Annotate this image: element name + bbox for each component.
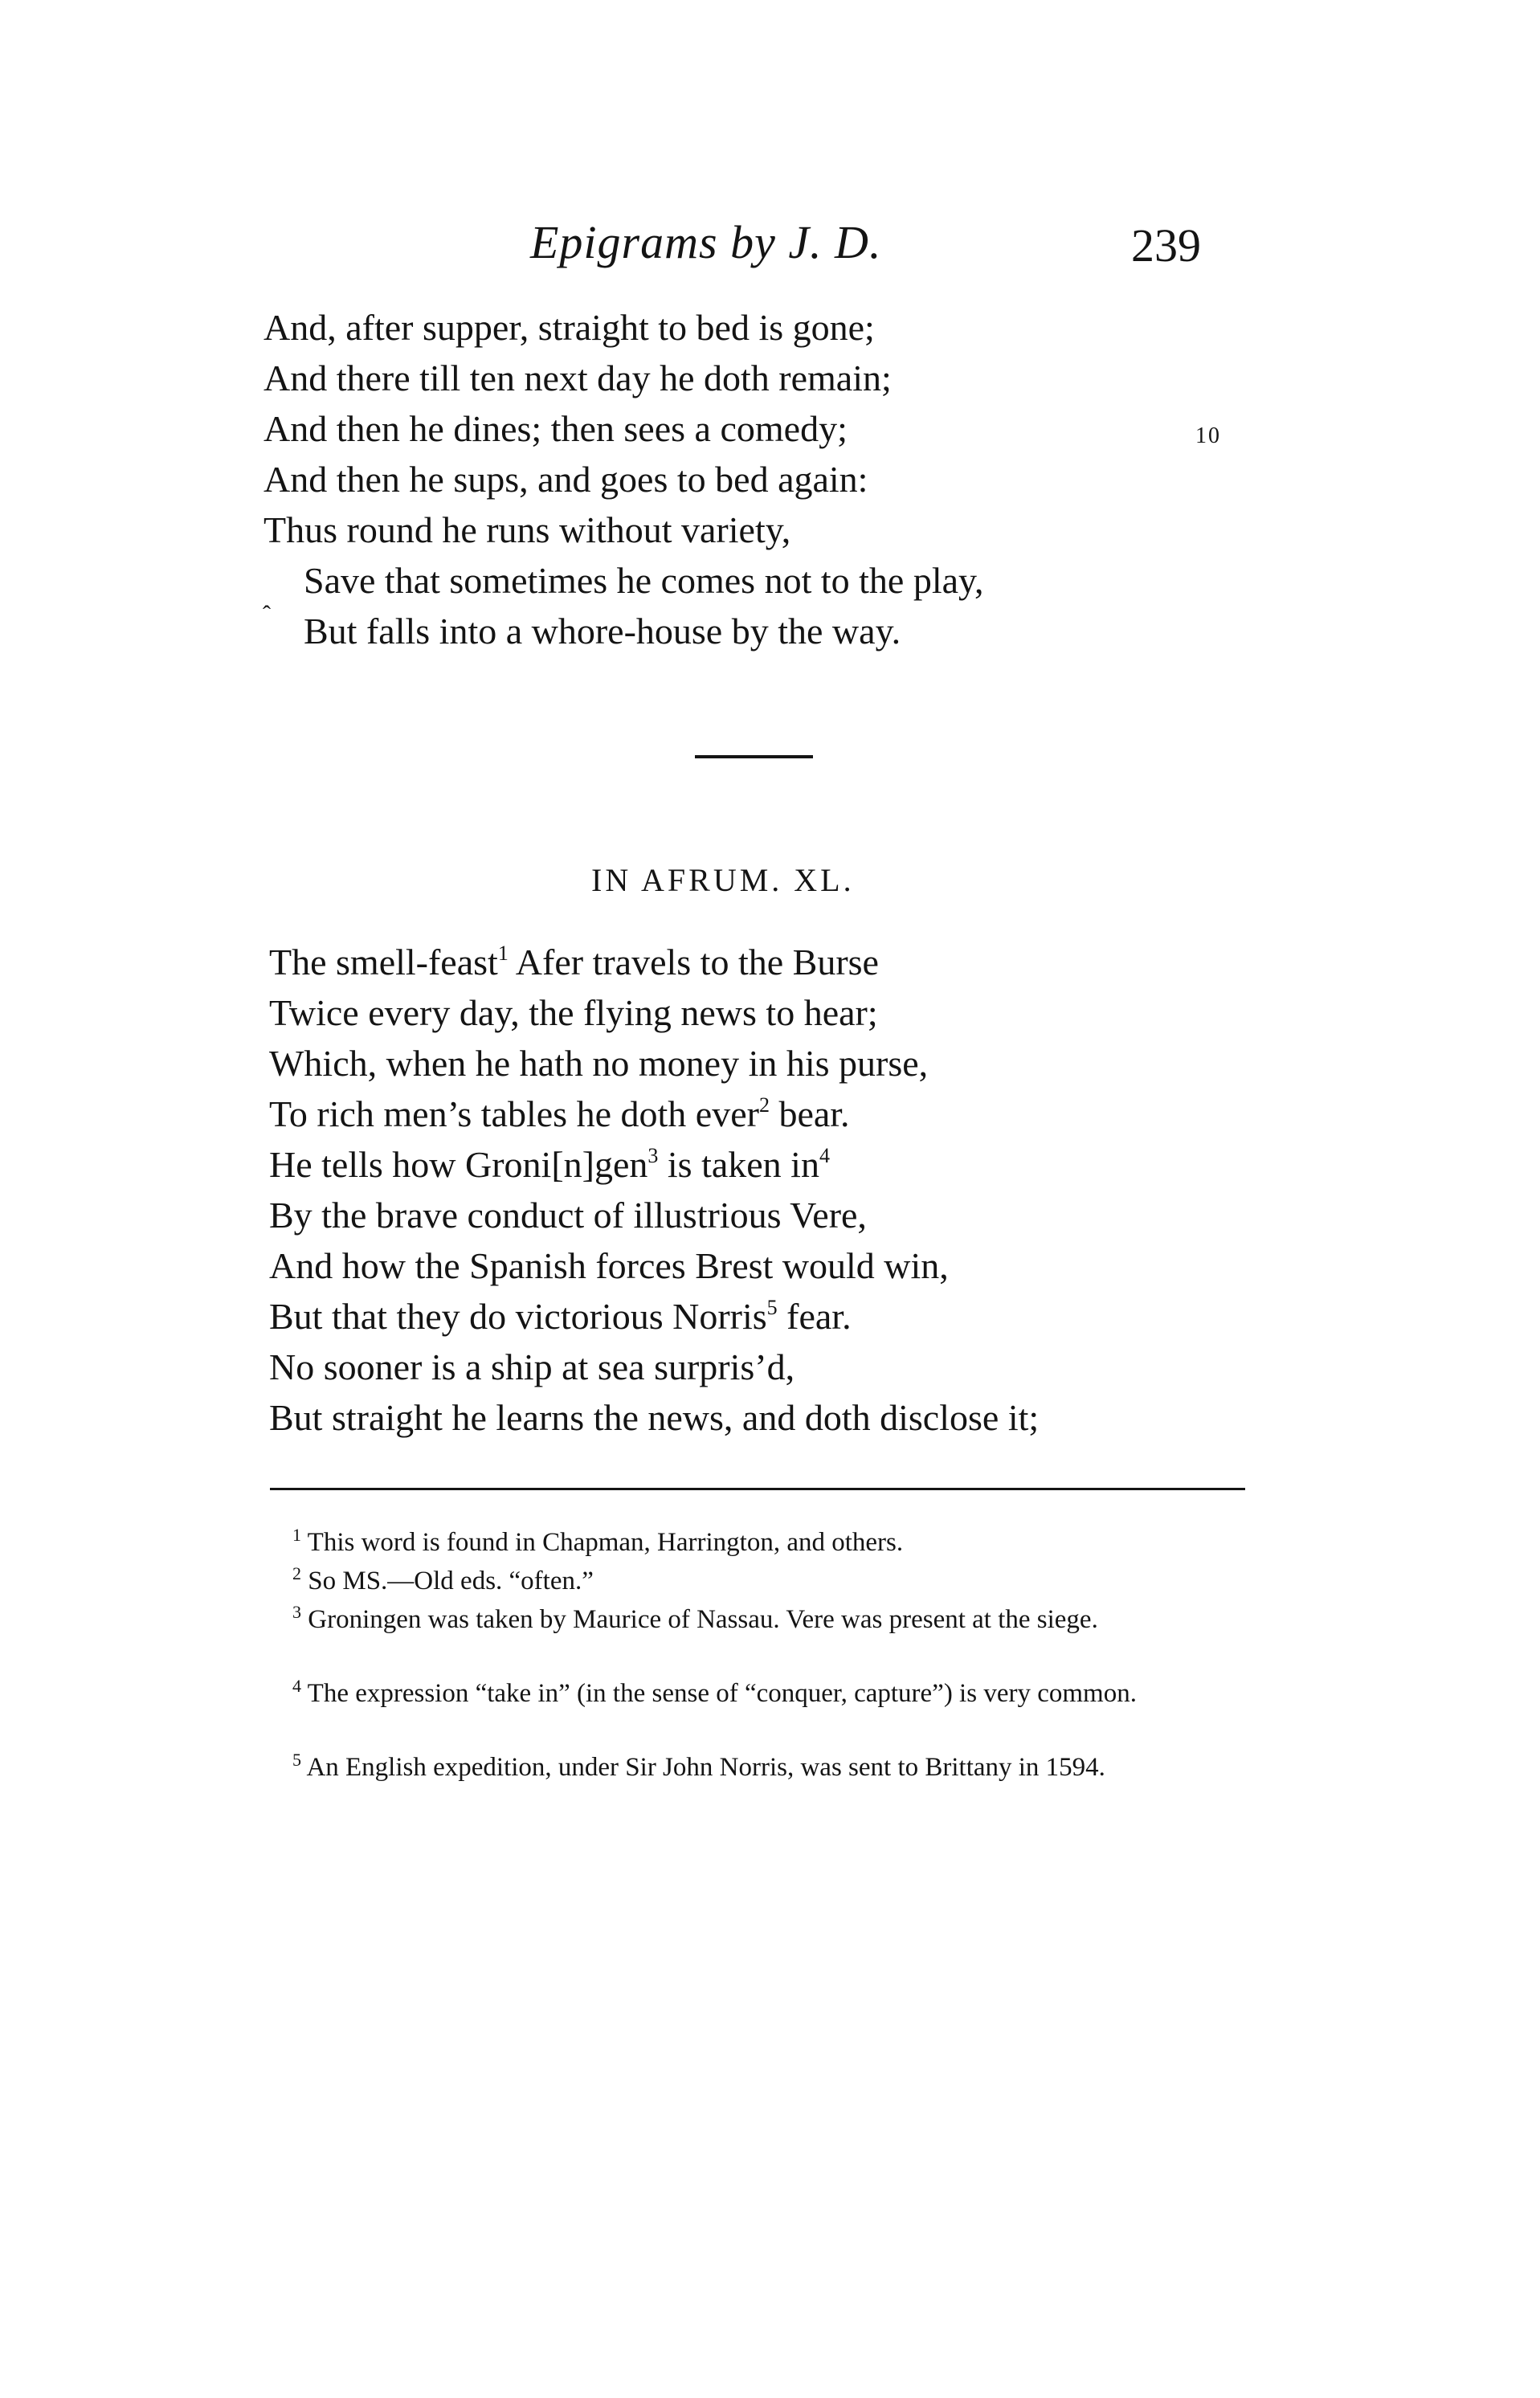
footnote: $^4$ The expression “take in” (in the sense of “conquer, capture”) is very common. <box>292 1676 1137 1708</box>
verse-line: Save that sometimes he comes not to the play, <box>304 560 984 601</box>
verse-line: And there till ten next day he doth remain; <box>263 357 892 398</box>
verse-line: No sooner is a ship at sea surpris’d, <box>269 1346 795 1387</box>
footnote-ref: 3 <box>647 1144 659 1167</box>
verse-line: But straight he learns the news, and doth disclose it; <box>269 1397 1040 1438</box>
verse-line: Thus round he runs without variety, <box>263 509 791 550</box>
verse-line: To rich men’s tables he doth ever$^2$ bear. <box>269 1093 850 1134</box>
footnote-divider <box>270 1488 1245 1490</box>
footnote-ref: 2 <box>758 1093 770 1117</box>
footnote-ref: 4 <box>819 1144 830 1167</box>
page-number: 239 <box>1131 219 1201 272</box>
verse-line: The smell-feast$^1$ Afer travels to the Burse <box>269 942 879 982</box>
verse-line: By the brave conduct of illustrious Vere, <box>269 1195 867 1236</box>
footnote: $^5$ An English expedition, under Sir John Norris, was sent to Brittany in 1594. <box>292 1750 1105 1782</box>
section-divider <box>695 755 813 758</box>
footnote-ref: 5 <box>766 1296 778 1319</box>
caret-mark-icon: ˆ <box>263 601 271 627</box>
verse-line: Twice every day, the flying news to hear; <box>269 992 878 1033</box>
running-title: Epigrams by J. D. <box>530 216 882 268</box>
verse-line: But falls into a whore-house by the way. <box>304 611 901 652</box>
verse-line: And then he sups, and goes to bed again: <box>263 459 868 500</box>
verse-line: And then he dines; then sees a comedy; <box>263 408 848 449</box>
footnote-ref: 1 <box>497 942 509 965</box>
poem-title: IN AFRUM. XL. <box>591 862 855 898</box>
verse-line: And how the Spanish forces Brest would win, <box>269 1245 949 1286</box>
verse-line: He tells how Groni[n]gen$^3$ is taken $in^4$ <box>269 1144 830 1185</box>
verse-line: And, after supper, straight to bed is gone; <box>263 307 875 348</box>
line-number: 10 <box>1195 423 1221 448</box>
footnote: $^2$ So MS.—Old eds. “often.” <box>292 1563 594 1595</box>
footnote: $^3$ Groningen was taken by Maurice of Nassau. Vere was present at the siege. <box>292 1602 1098 1634</box>
footnote: $^1$ This word is found in Chapman, Harrington, and others. <box>292 1525 904 1557</box>
verse-line: Which, when he hath no money in his purse, <box>269 1043 929 1084</box>
verse-line: But that they do victorious Norris$^5$ fear. <box>269 1296 852 1337</box>
